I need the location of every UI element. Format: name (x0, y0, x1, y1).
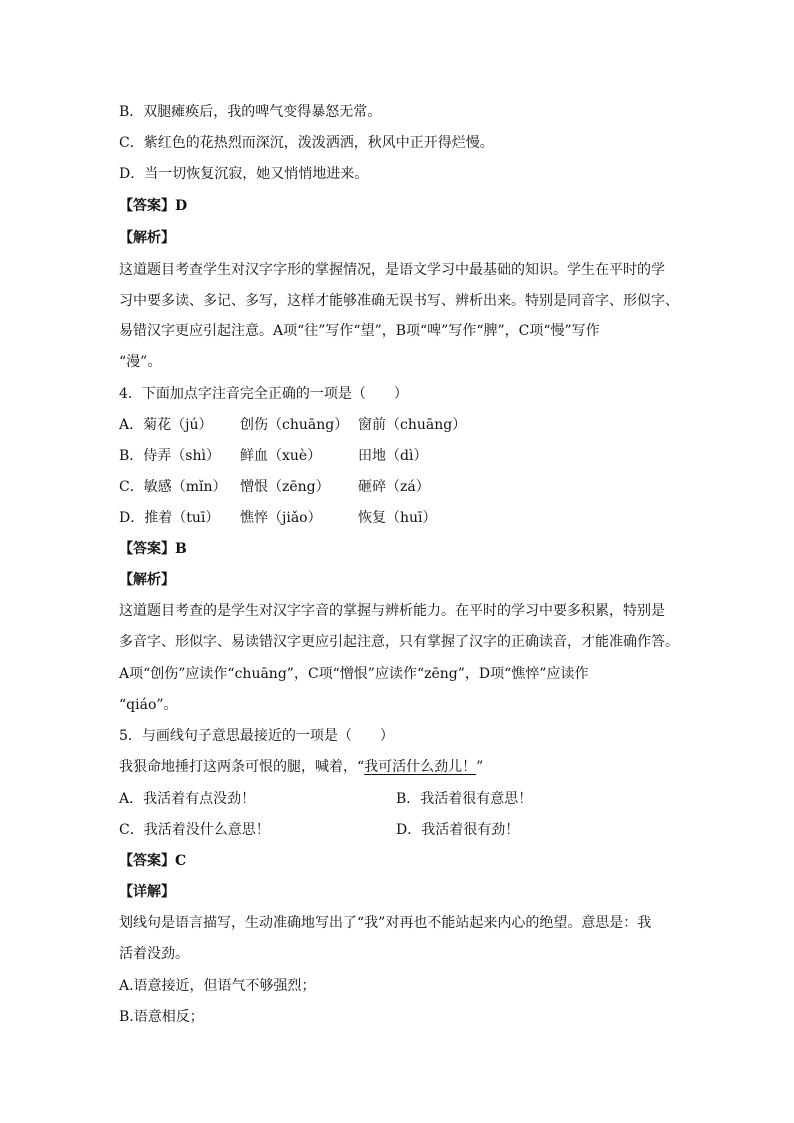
q4-option-c-3: 砸碎（zá） (358, 479, 430, 495)
q4-option-d-2: 憔悴（jiǎo） (240, 510, 322, 526)
q5-option-c: C．我活着没什么意思！ (119, 822, 270, 838)
prev-option-d: D．当一切恢复沉寂，她又悄悄地进来。 (119, 166, 369, 182)
q4-option-d-1: D．推着（tuī） (119, 510, 220, 526)
q4-stem: 4．下面加点字注音完全正确的一项是（ ） (119, 386, 408, 402)
prev-analysis-line: 习中要多读、多记、多写，这样才能够准确无误书写、辨析出来。特别是同音字、形似字、 (119, 293, 679, 309)
q4-option-a-1: A．菊花（jú） (119, 417, 213, 433)
q4-option-a-3: 窗前（chuāng） (358, 417, 467, 433)
q4-analysis-line: 这道题目考查的是学生对汉字字音的掌握与辨析能力。在平时的学习中要多积累，特别是 (119, 603, 665, 619)
q4-option-a-2: 创伤（chuāng） (240, 417, 349, 433)
q4-analysis-label: 【解析】 (119, 572, 175, 588)
q5-option-d: D．我活着很有劲！ (396, 822, 520, 838)
q4-analysis-line: 多音字、形似字、易读错汉字更应引起注意，只有掌握了汉字的正确读音，才能准确作答。 (119, 634, 679, 650)
q5-detail-label: 【详解】 (119, 884, 175, 900)
q5-detail-line: 划线句是语言描写，生动准确地写出了“我”对再也不能站起来内心的绝望。意思是：我 (119, 915, 652, 931)
prev-answer: 【答案】D (119, 198, 188, 214)
q4-analysis-line: “qiáo”。 (119, 697, 178, 713)
q4-option-c-2: 憎恨（zēng） (240, 479, 330, 495)
q5-option-a: A．我活着有点没劲！ (119, 791, 256, 807)
q4-answer: 【答案】B (119, 541, 187, 557)
q5-stem: 5．与画线句子意思最接近的一项是（ ） (119, 728, 394, 744)
q4-option-c-1: C．敏感（mǐn） (119, 479, 227, 495)
prev-option-c: C．紫红色的花热烈而深沉，泼泼洒洒，秋风中正开得烂慢。 (119, 135, 494, 151)
prev-analysis-line: 易错汉字更应引起注意。A项“往”写作“望”，B项“啤”写作“脾”，C项“慢”写作 (119, 323, 600, 339)
prev-analysis-label: 【解析】 (119, 230, 175, 246)
q5-answer: 【答案】C (119, 853, 187, 869)
q5-underlined-sentence: 我可活什么劲儿！ (364, 759, 477, 775)
q5-sentence-suffix: ” (476, 759, 484, 775)
q5-sentence (119, 757, 483, 777)
q4-option-b-1: B．侍弄（shì） (119, 448, 220, 464)
q5-detail-line: B.语意相反； (119, 1009, 204, 1025)
q4-option-d-3: 恢复（huī） (358, 510, 437, 526)
prev-option-b: B．双腿瘫痪后，我的啤气变得暴怒无常。 (119, 104, 382, 120)
q4-option-b-3: 田地（dì） (358, 448, 428, 464)
prev-analysis-line: “漫”。 (119, 354, 162, 370)
q4-analysis-line: A项“创伤”应读作“chuāng”，C项“憎恨”应读作“zēng”，D项“憔悴”应读作 (119, 666, 589, 682)
prev-analysis-line: 这道题目考查学生对汉字字形的掌握情况，是语文学习中最基础的知识。学生在平时的学 (119, 262, 665, 278)
q4-option-b-2: 鲜血（xuè） (240, 448, 322, 464)
q5-option-b: B．我活着很有意思！ (396, 791, 533, 807)
q5-detail-line: A.语意接近，但语气不够强烈； (119, 978, 316, 994)
q5-sentence-prefix: 我狠命地捶打这两条可恨的腿，喊着，“ (119, 759, 365, 775)
q5-detail-line: 活着没劲。 (119, 946, 189, 962)
